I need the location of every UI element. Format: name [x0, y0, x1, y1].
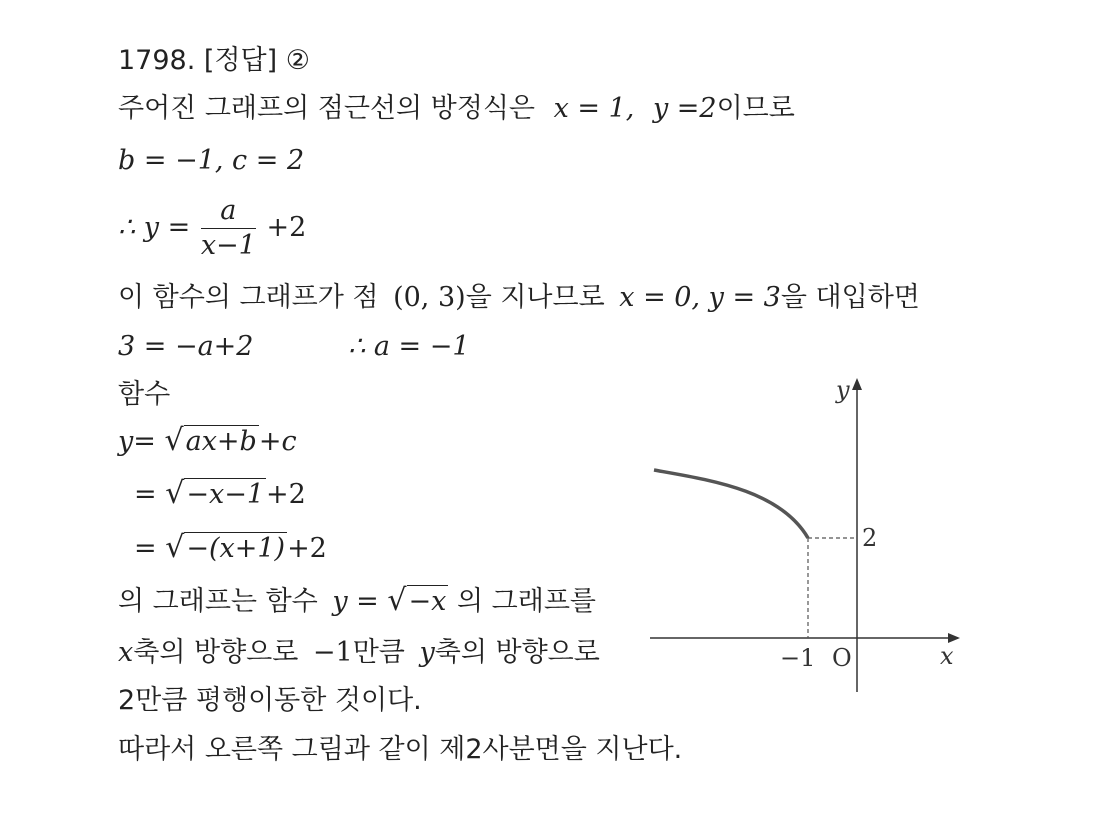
point-coords: (0, 3) — [393, 282, 466, 313]
title-text: 1798. [정답] ② — [118, 45, 310, 76]
solution-line-7: y= √ax+b+c — [118, 423, 297, 458]
substitute-eq: x = 0, y = 3 — [619, 282, 781, 313]
function-label: 함수 — [118, 379, 171, 410]
problem-title — [118, 44, 310, 78]
fraction-denominator: x−1 — [200, 230, 256, 261]
sqrt-expression-3: √−(x+1) — [165, 530, 286, 565]
fraction — [201, 194, 256, 263]
fraction-numerator: a — [201, 194, 256, 229]
y-axis-arrow — [852, 378, 862, 390]
asymptote-y-eq: y =2 — [652, 93, 717, 124]
solution-line-5 — [118, 330, 470, 364]
bc-values: b = −1, c = 2 — [118, 145, 305, 176]
asymptote-suffix: 이므로 — [716, 93, 795, 124]
sqrt-curve — [654, 470, 808, 538]
sqrt-expression-4: √−x — [387, 583, 447, 618]
eq-lhs: y= — [118, 426, 156, 457]
sqrt-expression-1: √ax+b — [164, 423, 257, 458]
x-axis-label: x — [940, 642, 954, 670]
solution-line-9: = √−(x+1)+2 — [134, 530, 327, 565]
passes-point-text: 이 함수의 그래프가 점 — [118, 282, 379, 313]
solution-line-3 — [118, 194, 306, 263]
a-value: ∴ a = −1 — [348, 331, 470, 362]
origin-label: O — [832, 644, 852, 672]
tick-x-label: −1 — [780, 644, 816, 672]
solution-line-4 — [118, 281, 920, 315]
asymptote-x-eq: x = 1, — [553, 93, 635, 124]
fraction-suffix: +2 — [266, 212, 307, 243]
solution-line-2 — [118, 144, 304, 178]
tick-y-label: 2 — [862, 524, 878, 552]
function-graph — [640, 370, 970, 700]
solution-line-1 — [118, 92, 795, 126]
therefore-y: ∴ y = — [118, 212, 191, 243]
solution-line-11: x축의 방향으로 −1만큼 y축의 방향으로 — [118, 637, 600, 668]
solution-line-8: = √−x−1+2 — [134, 476, 306, 511]
solve-eq: 3 = −a+2 — [118, 331, 254, 362]
sqrt-expression-2: √−x−1 — [165, 476, 264, 511]
solution-line-13: 따라서 오른쪽 그림과 같이 제2사분면을 지난다. — [118, 734, 683, 765]
solution-line-12: 2만큼 평행이동한 것이다. — [118, 685, 422, 716]
passes-mid-text: 을 지나므로 — [465, 282, 605, 313]
asymptote-text: 주어진 그래프의 점근선의 방정식은 — [118, 93, 535, 124]
solution-line-10: 의 그래프는 함수 y = √−x 의 그래프를 — [118, 583, 596, 618]
substitute-suffix: 을 대입하면 — [780, 282, 920, 313]
solution-line-6 — [118, 378, 170, 412]
y-axis-label: y — [836, 376, 850, 404]
